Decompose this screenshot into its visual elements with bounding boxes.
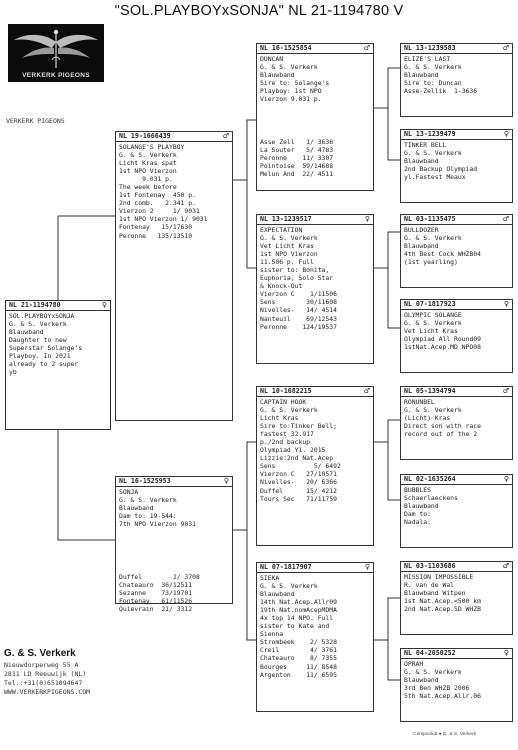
female-icon: ♀ (503, 649, 509, 657)
pedigree-box-sire-dam (256, 214, 374, 364)
ring-number: NL 16-1525854 (260, 44, 312, 52)
bird-details: CAPTAIN HOOK G. & S. Verkerk Licht Kras Sire to:Tinker Bell; fastest 32.917 p./2nd backup Olympiad Y1. 2015 Lizzie:2nd Nat.Acep Sens 5/ 6492 Vierzon C 27/10571 Nivelles- 20/ 6366 Duffel 15/ 4212 Tours Sec 71/11759 (260, 398, 341, 503)
pedigree-box-dam-dam (256, 562, 374, 712)
pedigree-box-sdd (400, 299, 513, 373)
pedigree-box-ddd (400, 648, 513, 722)
breeder-contact (4, 647, 90, 697)
ring-number: NL 13-1239479 (404, 130, 456, 138)
male-icon: ♂ (363, 44, 370, 52)
bird-details: RONUNBEL G. & S. Verkerk (Licht) Kras Direct son with race record out of the 2 (404, 398, 481, 439)
bird-details: SOLANGE'S PLAYBOY G. & S. Verkerk Licht Kras spat 1st NPO Vierzon 9.031 p. The week before 1st Fontenay 450 p. 2nd comb. 2.341 p. Vierzon 2 1/ 9031 1st NPO Vierzon 1/ 9031 Fontenay 15/17630 Peronne 135/13510 (119, 143, 208, 240)
female-icon: ♀ (503, 475, 509, 483)
breeder-name: G. & S. Verkerk (4, 648, 76, 659)
bird-details: SONJA G. & S. Verkerk Blauwband Dam to: 19-544: 7th NPO Vierzon 9031 (119, 488, 196, 529)
female-icon: ♀ (364, 563, 370, 571)
logo-text: VERKERK PIGEONS (22, 72, 90, 79)
ring-number: NL 05-1394794 (404, 387, 456, 395)
ring-number: NL 07-1817907 (260, 563, 312, 571)
bird-details: BUBBLES Schaerlaeckens Blauwband Dam to: Nadala: (404, 486, 458, 527)
bird-details: BULLDOZER G. & S. Verkerk Blauwband 4th Best Cock WHZB04 (1st yearling) (404, 226, 481, 267)
brand-label: VERKERK PIGEONS (6, 117, 65, 125)
bird-details: DUNCAN G. & S. Verkerk Blauwband Sire to: Solange's Playboy: 1st NPO Vierzon 9.031 p. (260, 55, 330, 104)
bird-details: MISSION IMPOSSIBLE R. van de Wal Blauwband Witpen 1st Nat.Acep.<500 km 2nd Nat.Acep.SD WHZB (404, 573, 481, 614)
page-title: "SOL.PLAYBOYxSONJA" NL 21-1194780 V (114, 3, 404, 19)
pedigree-box-ssd (400, 129, 513, 203)
male-icon: ♂ (502, 562, 509, 570)
bird-details: TINKER BELL G. & S. Verkerk Blauwband 2nd Backup Olympiad yl.Fastest Meaux (404, 141, 478, 182)
male-icon: ♂ (502, 215, 509, 223)
male-icon: ♂ (502, 44, 509, 52)
pedigree-box-sss (400, 43, 513, 117)
ring-number: NL 07-1817923 (404, 300, 456, 308)
ring-number: NL 21-1194780 (9, 301, 61, 309)
software-credit: Compuclub ● G. & S. Verkerk (413, 732, 476, 737)
male-icon: ♂ (222, 132, 229, 140)
male-icon: ♂ (363, 387, 370, 395)
race-results: Asse Zell 1/ 3636 La Souter 5/ 4783 Peronne 11/ 3307 Pointoise 59/14688 Melun And 22/ 4511 (260, 138, 334, 179)
female-icon: ♀ (503, 130, 509, 138)
bird-details: EXPECTATION G. & S. Verkerk Vet Licht Kras 1st NPO Vierzon 11.506 p. Full sister to: Bonita, Euphoria, Solo Star & Knock-Out Vierzon C 1/11506 Sens 30/11608 Nivelles- 14/ 4514 Nanteuil 69/12543 Peronne 124/19537 (260, 226, 337, 331)
pedigree-box-dds (400, 561, 513, 635)
pedigree-box-dam-sire (256, 386, 374, 546)
bird-details: OLYMPIC SOLANGE G. & S. Verkerk Vet Licht Kras Olympiad All Round09 1stNat.Acep.MD NPO08 (404, 311, 481, 352)
pedigree-box-sire-sire (256, 43, 374, 191)
bird-details: SIEKA G. & S. Verkerk Blauwband 14th Nat.Acep.Allr09 19th Nat.nomAcepMDMA 4x top 14 NPO. Full sister to Kate and Sienna Strombeek 2/ 5328 Creil 4/ 3761 Chateauro 8/ 7355 Bourges 11/ 8548 Argenton 11/ 6595 (260, 574, 337, 679)
website-link[interactable]: WWW.VERKERKPIGEONS.COM (4, 688, 91, 697)
ring-number: NL 10-1682215 (260, 387, 312, 395)
female-icon: ♀ (364, 215, 370, 223)
bird-details: OPRAH G. & S. Verkerk Blauwband 3rd Ben WHZB 2006 5th Nat.Acep.Allr.06 (404, 660, 481, 701)
female-icon: ♀ (223, 477, 229, 485)
female-icon: ♀ (503, 300, 509, 308)
male-icon: ♂ (502, 387, 509, 395)
ring-number: NL 03-1135475 (404, 215, 456, 223)
pedigree-box-dss (400, 386, 513, 460)
female-icon: ♀ (101, 301, 107, 309)
ring-number: NL 03-1103686 (404, 562, 456, 570)
ring-number: NL 13-1239583 (404, 44, 456, 52)
bird-details: SOL.PLAYBOYxSONJA G. & S. Verkerk Blauwband Daughter to new Superstar Solange's Playboy. In 2021 already to 2 super yb (9, 312, 83, 377)
pedigree-box-sds (400, 214, 513, 288)
pedigree-box-main (5, 300, 111, 430)
bird-details: ELIZE'S LAST G. & S. Verkerk Blauwband Sire to: Duncan Asse-Zellik 1-3636 (404, 55, 478, 96)
pedigree-box-sire (115, 131, 233, 421)
ring-number: NL 04-2050252 (404, 649, 456, 657)
race-results: Duffel 2/ 3708 Chateauro 36/12511 Sezanne 73/19701 Fontenay 61/11526 Quievrain 21/ 3312 (119, 573, 200, 614)
address-line-1: Nieuwdorperweg 55 A (4, 661, 79, 669)
ring-number: NL 02-1635264 (404, 475, 456, 483)
pedigree-box-dsd (400, 474, 513, 548)
ring-number: NL 16-1525953 (119, 477, 171, 485)
ring-number: NL 19-1666439 (119, 132, 171, 140)
ring-number: NL 13-1239517 (260, 215, 312, 223)
phone-number: Tel.:+31(0)651094647 (4, 679, 83, 688)
address-line-2: 2811 LD Reeuwijk (NL) (4, 670, 87, 679)
pedigree-box-dam (115, 476, 233, 614)
